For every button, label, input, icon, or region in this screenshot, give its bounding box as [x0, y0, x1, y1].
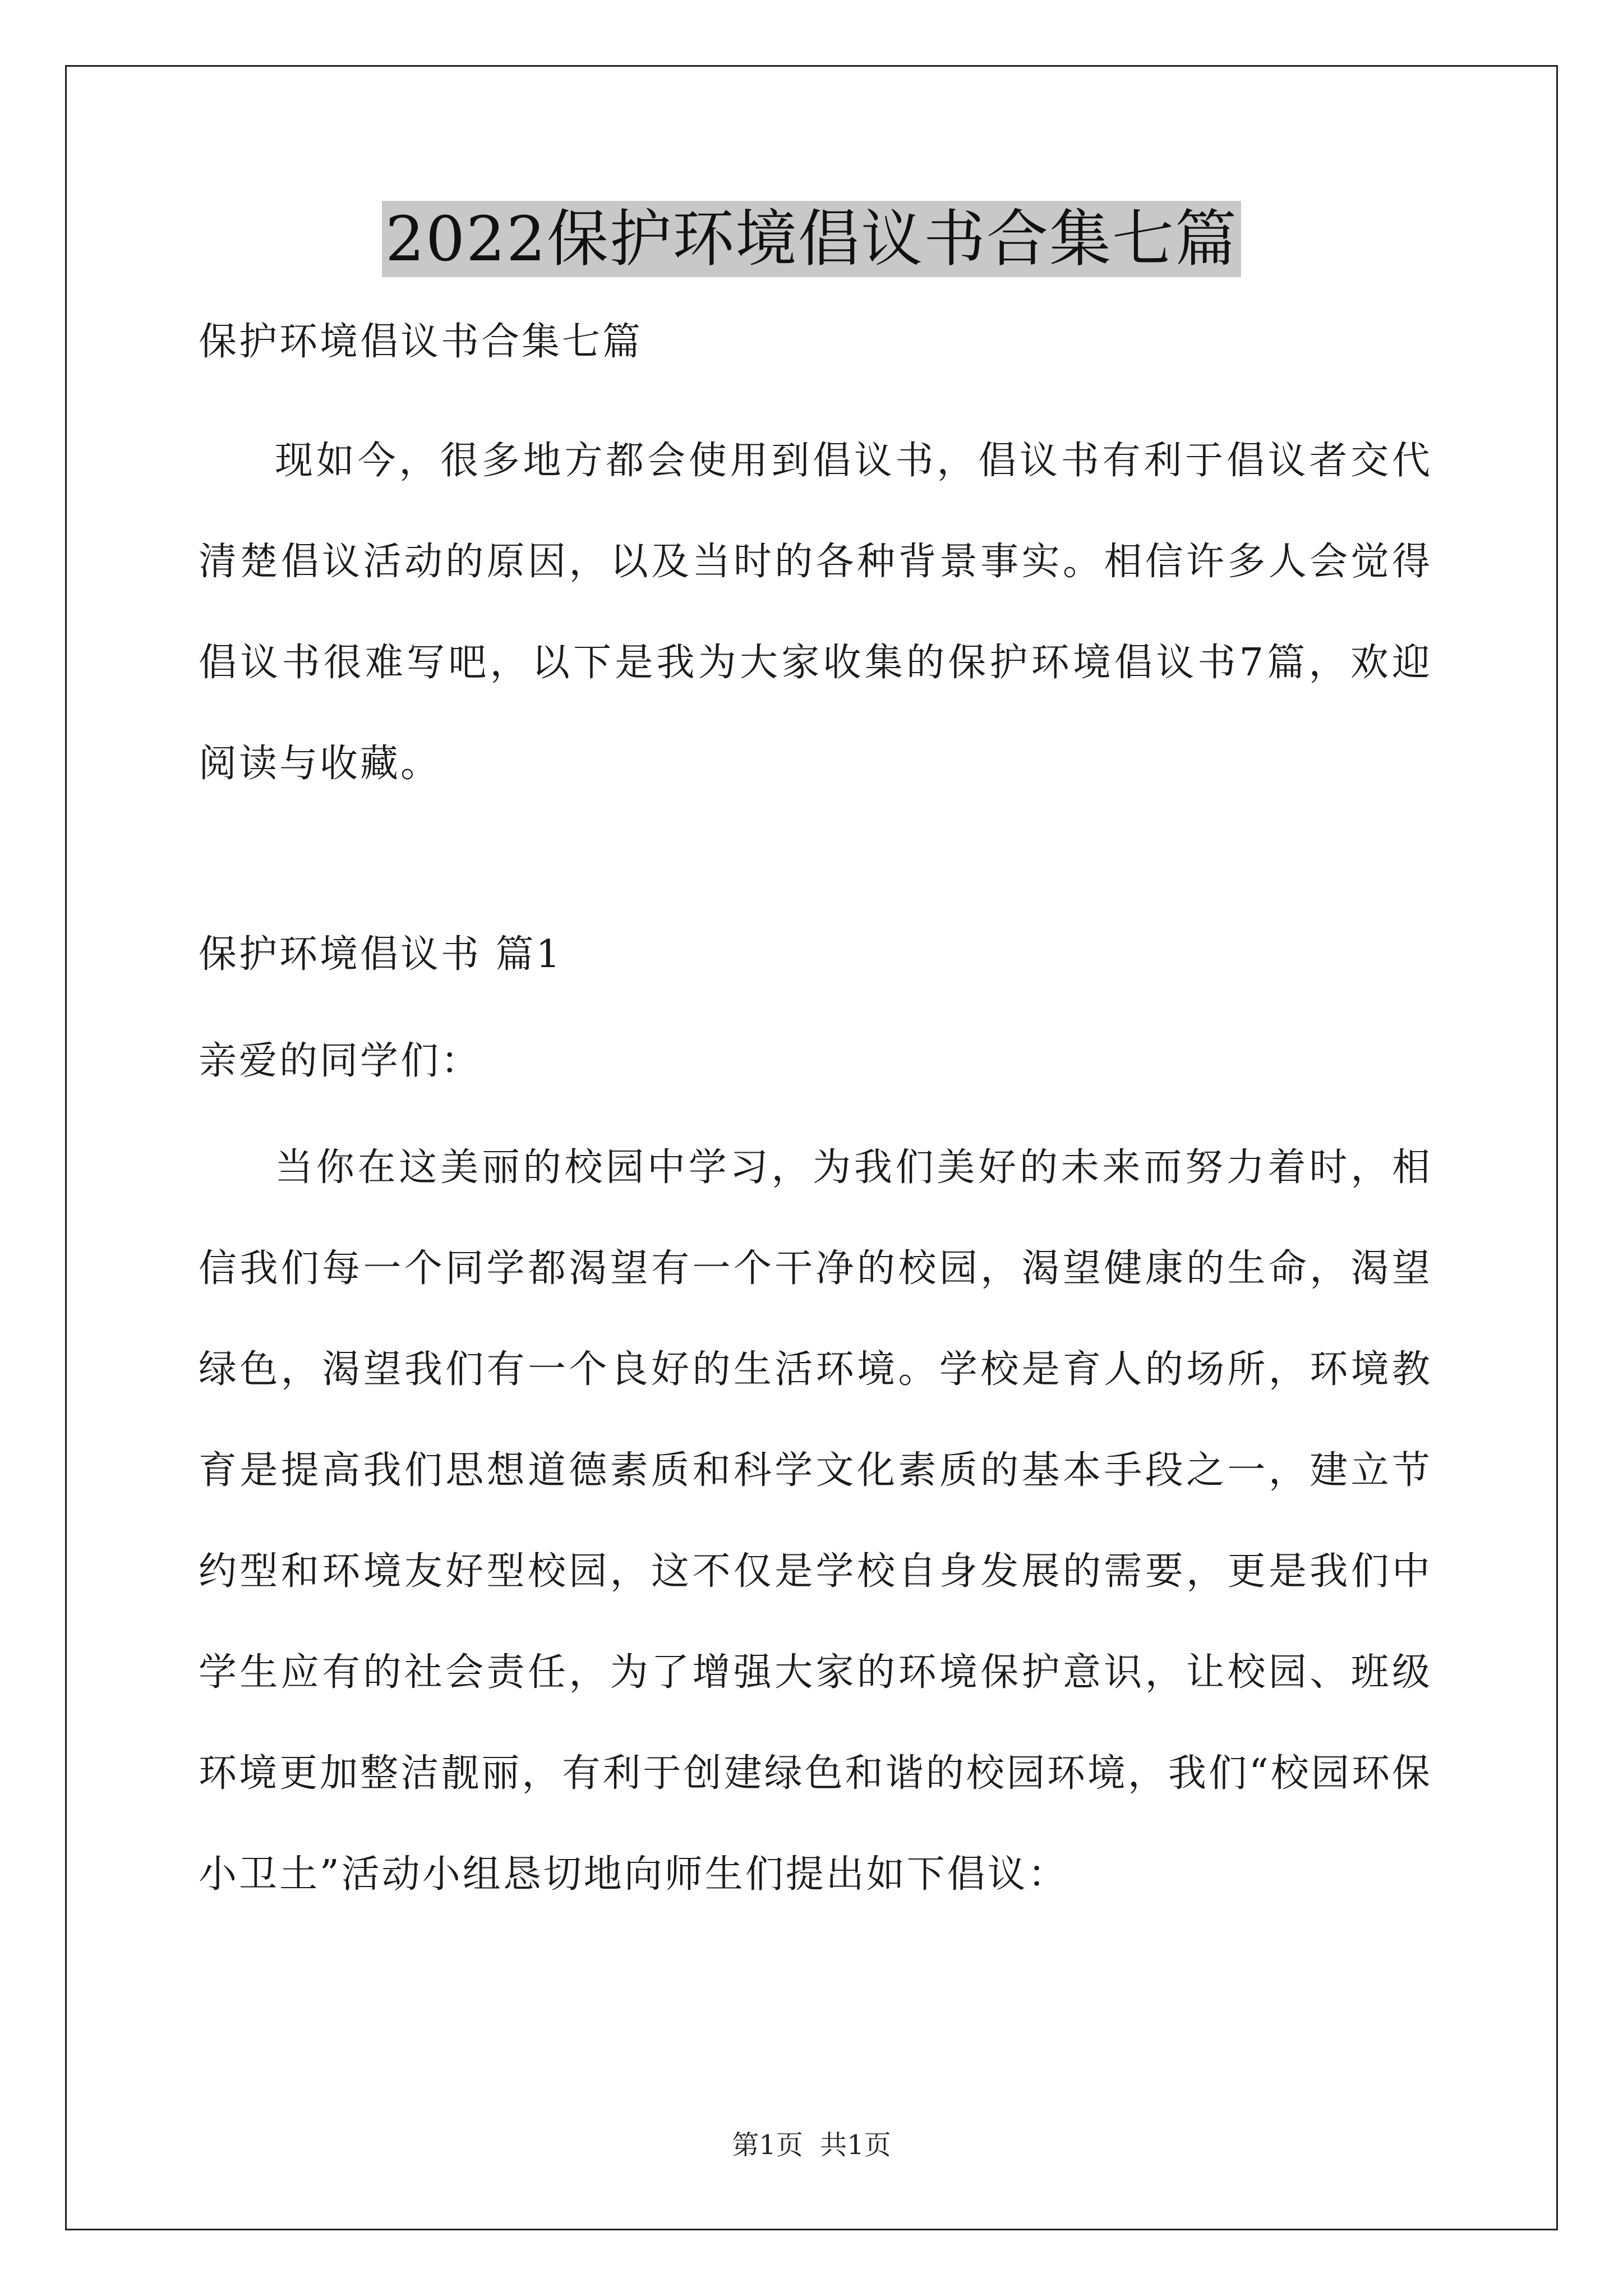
intro-paragraph: 现如今，很多地方都会使用到倡议书，倡议书有利于倡议者交代清楚倡议活动的原因，以及当时的各种背景事实。相信许多人会觉得倡议书很难写吧，以下是我为大家收集的保护环境倡议书7篇，欢迎阅读与收藏。 — [199, 439, 1432, 786]
body-paragraph: 当你在这美丽的校园中学习，为我们美好的未来而努力着时，相信我们每一个同学都渴望有一个干净的校园，渴望健康的生命，渴望绿色，渴望我们有一个良好的生活环境。学校是育人的场所，环境教育是提高我们思想道德素质和科学文化素质的基本手段之一，建立节约型和环境友好型校园，这不仅是学校自身发展的需要，更是我们中学生应有的社会责任，为了增强大家的环境保护意识，让校园、班级环境更加整洁靓丽，有利于创建绿色和谐的校园环境，我们“校园环保小卫土”活动小组恳切地向师生们提出如下倡议： — [199, 1145, 1432, 1897]
page-number: 第1页 共1页 — [732, 2129, 891, 2161]
title-container — [0, 201, 1623, 277]
document-title: 2022保护环境倡议书合集七篇 — [382, 201, 1241, 277]
document-body — [199, 314, 1432, 1925]
page-footer — [0, 2128, 1623, 2162]
salutation: 亲爱的同学们： — [199, 1039, 482, 1083]
document-subtitle: 保护环境倡议书合集七篇 — [199, 320, 643, 364]
section-title: 保护环境倡议书 篇1 — [199, 932, 562, 977]
